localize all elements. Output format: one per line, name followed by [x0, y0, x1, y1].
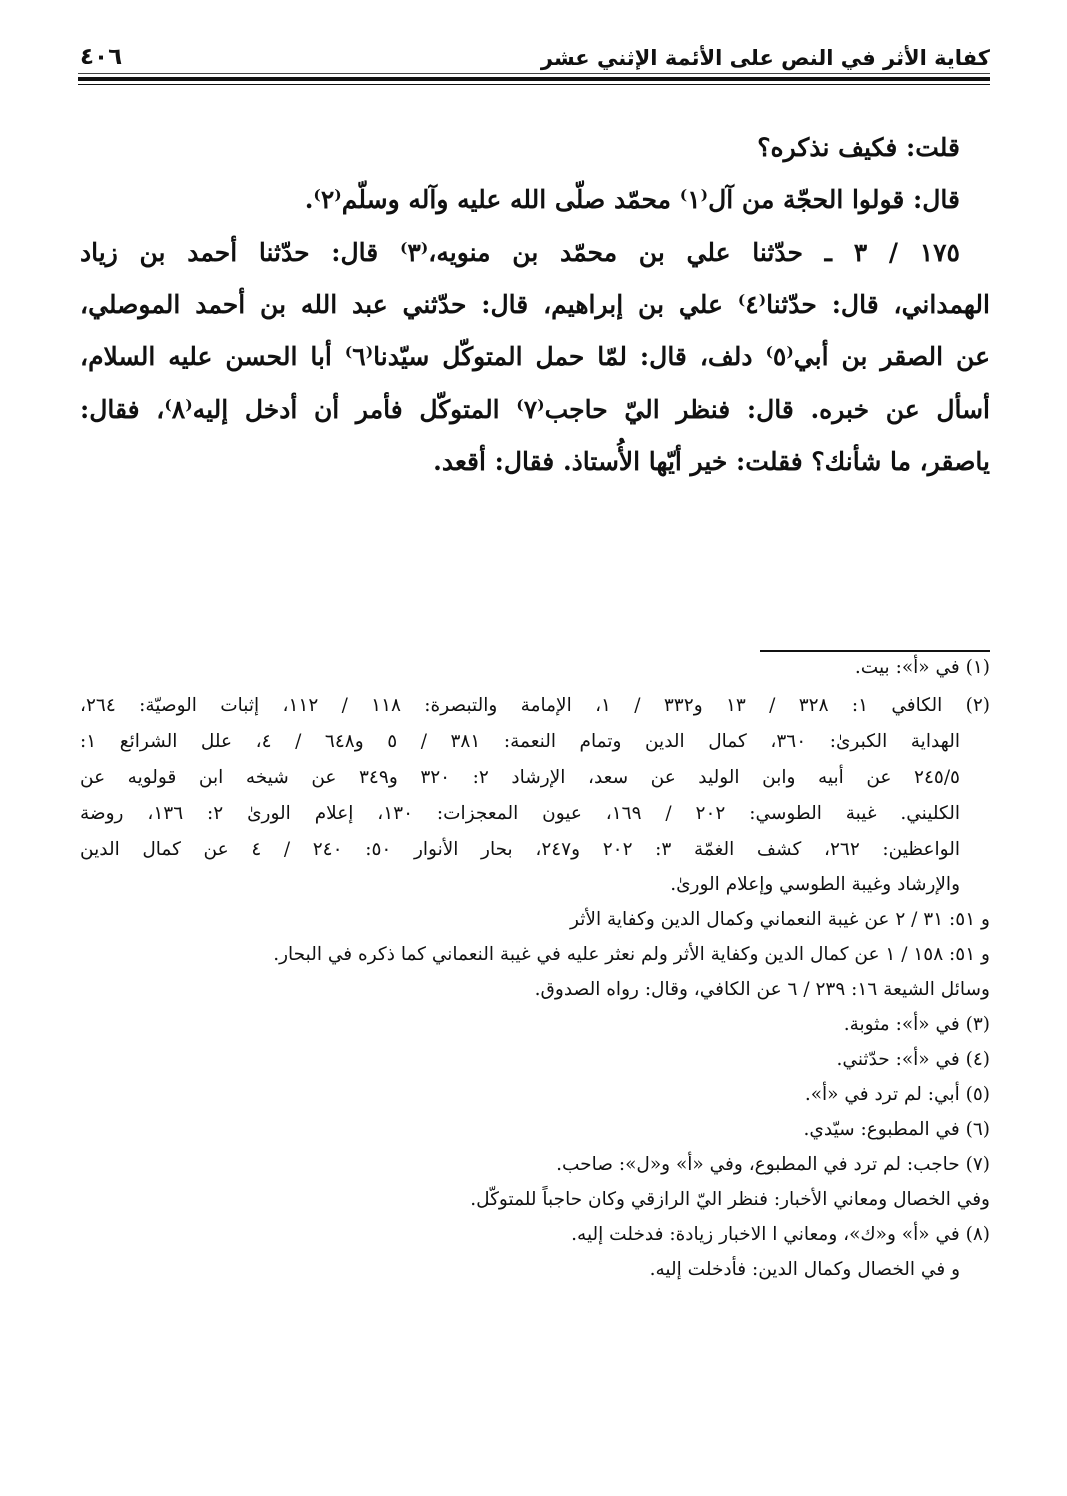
footnote-line: الواعظين: ٢٦٢، كشف الغمّة ٣: ٢٠٢ و٢٤٧، بحار الأنوار ٥٠: ٢٤٠ / ٤ عن كمال الدين	[80, 839, 960, 860]
footnote-line: و في الخصال وكمال الدين: فأدخلت إليه.	[649, 1259, 960, 1280]
footnote-line: (٤) في «أ»: حدّثني.	[836, 1049, 990, 1070]
footnote-line: ٢٤٥/٥ عن أبيه وابن الوليد عن سعد، الإرشاد ٢: ٣٢٠ و٣٤٩ عن شيخه ابن قولويه عن	[80, 767, 960, 788]
main-line: الهمداني، قال: حدّثنا⁽٤⁾ علي بن إبراهيم، قال: حدّثني عبد الله بن أحمد الموصلي،	[80, 290, 990, 319]
footnote-line: (١) في «أ»: بيت.	[854, 657, 990, 678]
main-line: أسأل عن خبره. قال: فنظر اليّ حاجب⁽٧⁾ المتوكّل فأمر أن أدخل إليه⁽٨⁾، فقال:	[80, 395, 990, 424]
footnote-line: (٧) حاجب: لم ترد في المطبوع، وفي «أ» و«ل»: صاحب.	[556, 1154, 990, 1175]
header-rule-thin	[78, 84, 990, 85]
footnote-line: و ٥١: ٣١ / ٢ عن غيبة النعماني وكمال الدين وكفاية الأثر	[570, 909, 990, 930]
footnote-line: (٣) في «أ»: مثوبة.	[843, 1014, 990, 1035]
footnote-line: و ٥١: ١٥٨ / ١ عن كمال الدين وكفاية الأثر ولم نعثر عليه في غيبة النعماني كما ذكره في البحار.	[273, 944, 990, 965]
footnote-line: الهداية الكبرىٰ: ٣٦٠، كمال الدين وتمام النعمة: ٣٨١ / ٥ و٦٤٨ / ٤، علل الشرائع ١:	[80, 731, 960, 752]
footnote-line: وفي الخصال ومعاني الأخبار: فنظر اليّ الرازقي وكان حاجباً للمتوكّل.	[470, 1189, 990, 1210]
footnote-line: وسائل الشيعة ١٦: ٢٣٩ / ٦ عن الكافي، وقال: رواه الصدوق.	[534, 979, 990, 1000]
footnote-line: الكليني. غيبة الطوسي: ٢٠٢ / ١٦٩، عيون المعجزات: ١٣٠، إعلام الورىٰ ٢: ١٣٦، روضة	[80, 803, 960, 824]
main-line: عن الصقر بن أبي⁽٥⁾ دلف، قال: لمّا حمل المتوكّل سيّدنا⁽٦⁾ أبا الحسن عليه السلام،	[80, 342, 990, 371]
main-line: ١٧٥ / ٣ ـ حدّثنا علي بن محمّد بن منويه،⁽٣⁾ قال: حدّثنا أحمد بن زياد	[80, 238, 960, 267]
running-title: كفاية الأثر في النص على الأئمة الإثني عشر	[540, 46, 990, 70]
footnote-line: (٨) في «أ» و«ك»، ومعاني ا الاخبار زيادة: فدخلت إليه.	[571, 1224, 990, 1245]
header-rule-thin-top	[78, 73, 990, 74]
footnote-line: (٥) أبي: لم ترد في «أ».	[804, 1084, 990, 1105]
footnote-line: والإرشاد وغيبة الطوسي وإعلام الورىٰ.	[670, 874, 960, 895]
main-line: قال: قولوا الحجّة من آل⁽١⁾ محمّد صلّى الله عليه وآله وسلّم⁽٢⁾.	[304, 185, 960, 214]
main-line: ياصقر، ما شأنك؟ فقلت: خير أيّها الأُستاذ. فقال: أقعد.	[433, 447, 990, 476]
page-number: ٤٠٦	[80, 44, 123, 70]
footnote-line: (٢) الكافي ١: ٣٢٨ / ١٣ و٣٣٢ / ١، الإمامة والتبصرة: ١١٨ / ١١٢، إثبات الوصيّة: ٢٦٤،	[80, 695, 990, 716]
footnote-line: (٦) في المطبوع: سيّدي.	[803, 1119, 990, 1140]
header-rule-thick	[78, 77, 990, 81]
main-line: قلت: فكيف نذكره؟	[757, 133, 960, 162]
